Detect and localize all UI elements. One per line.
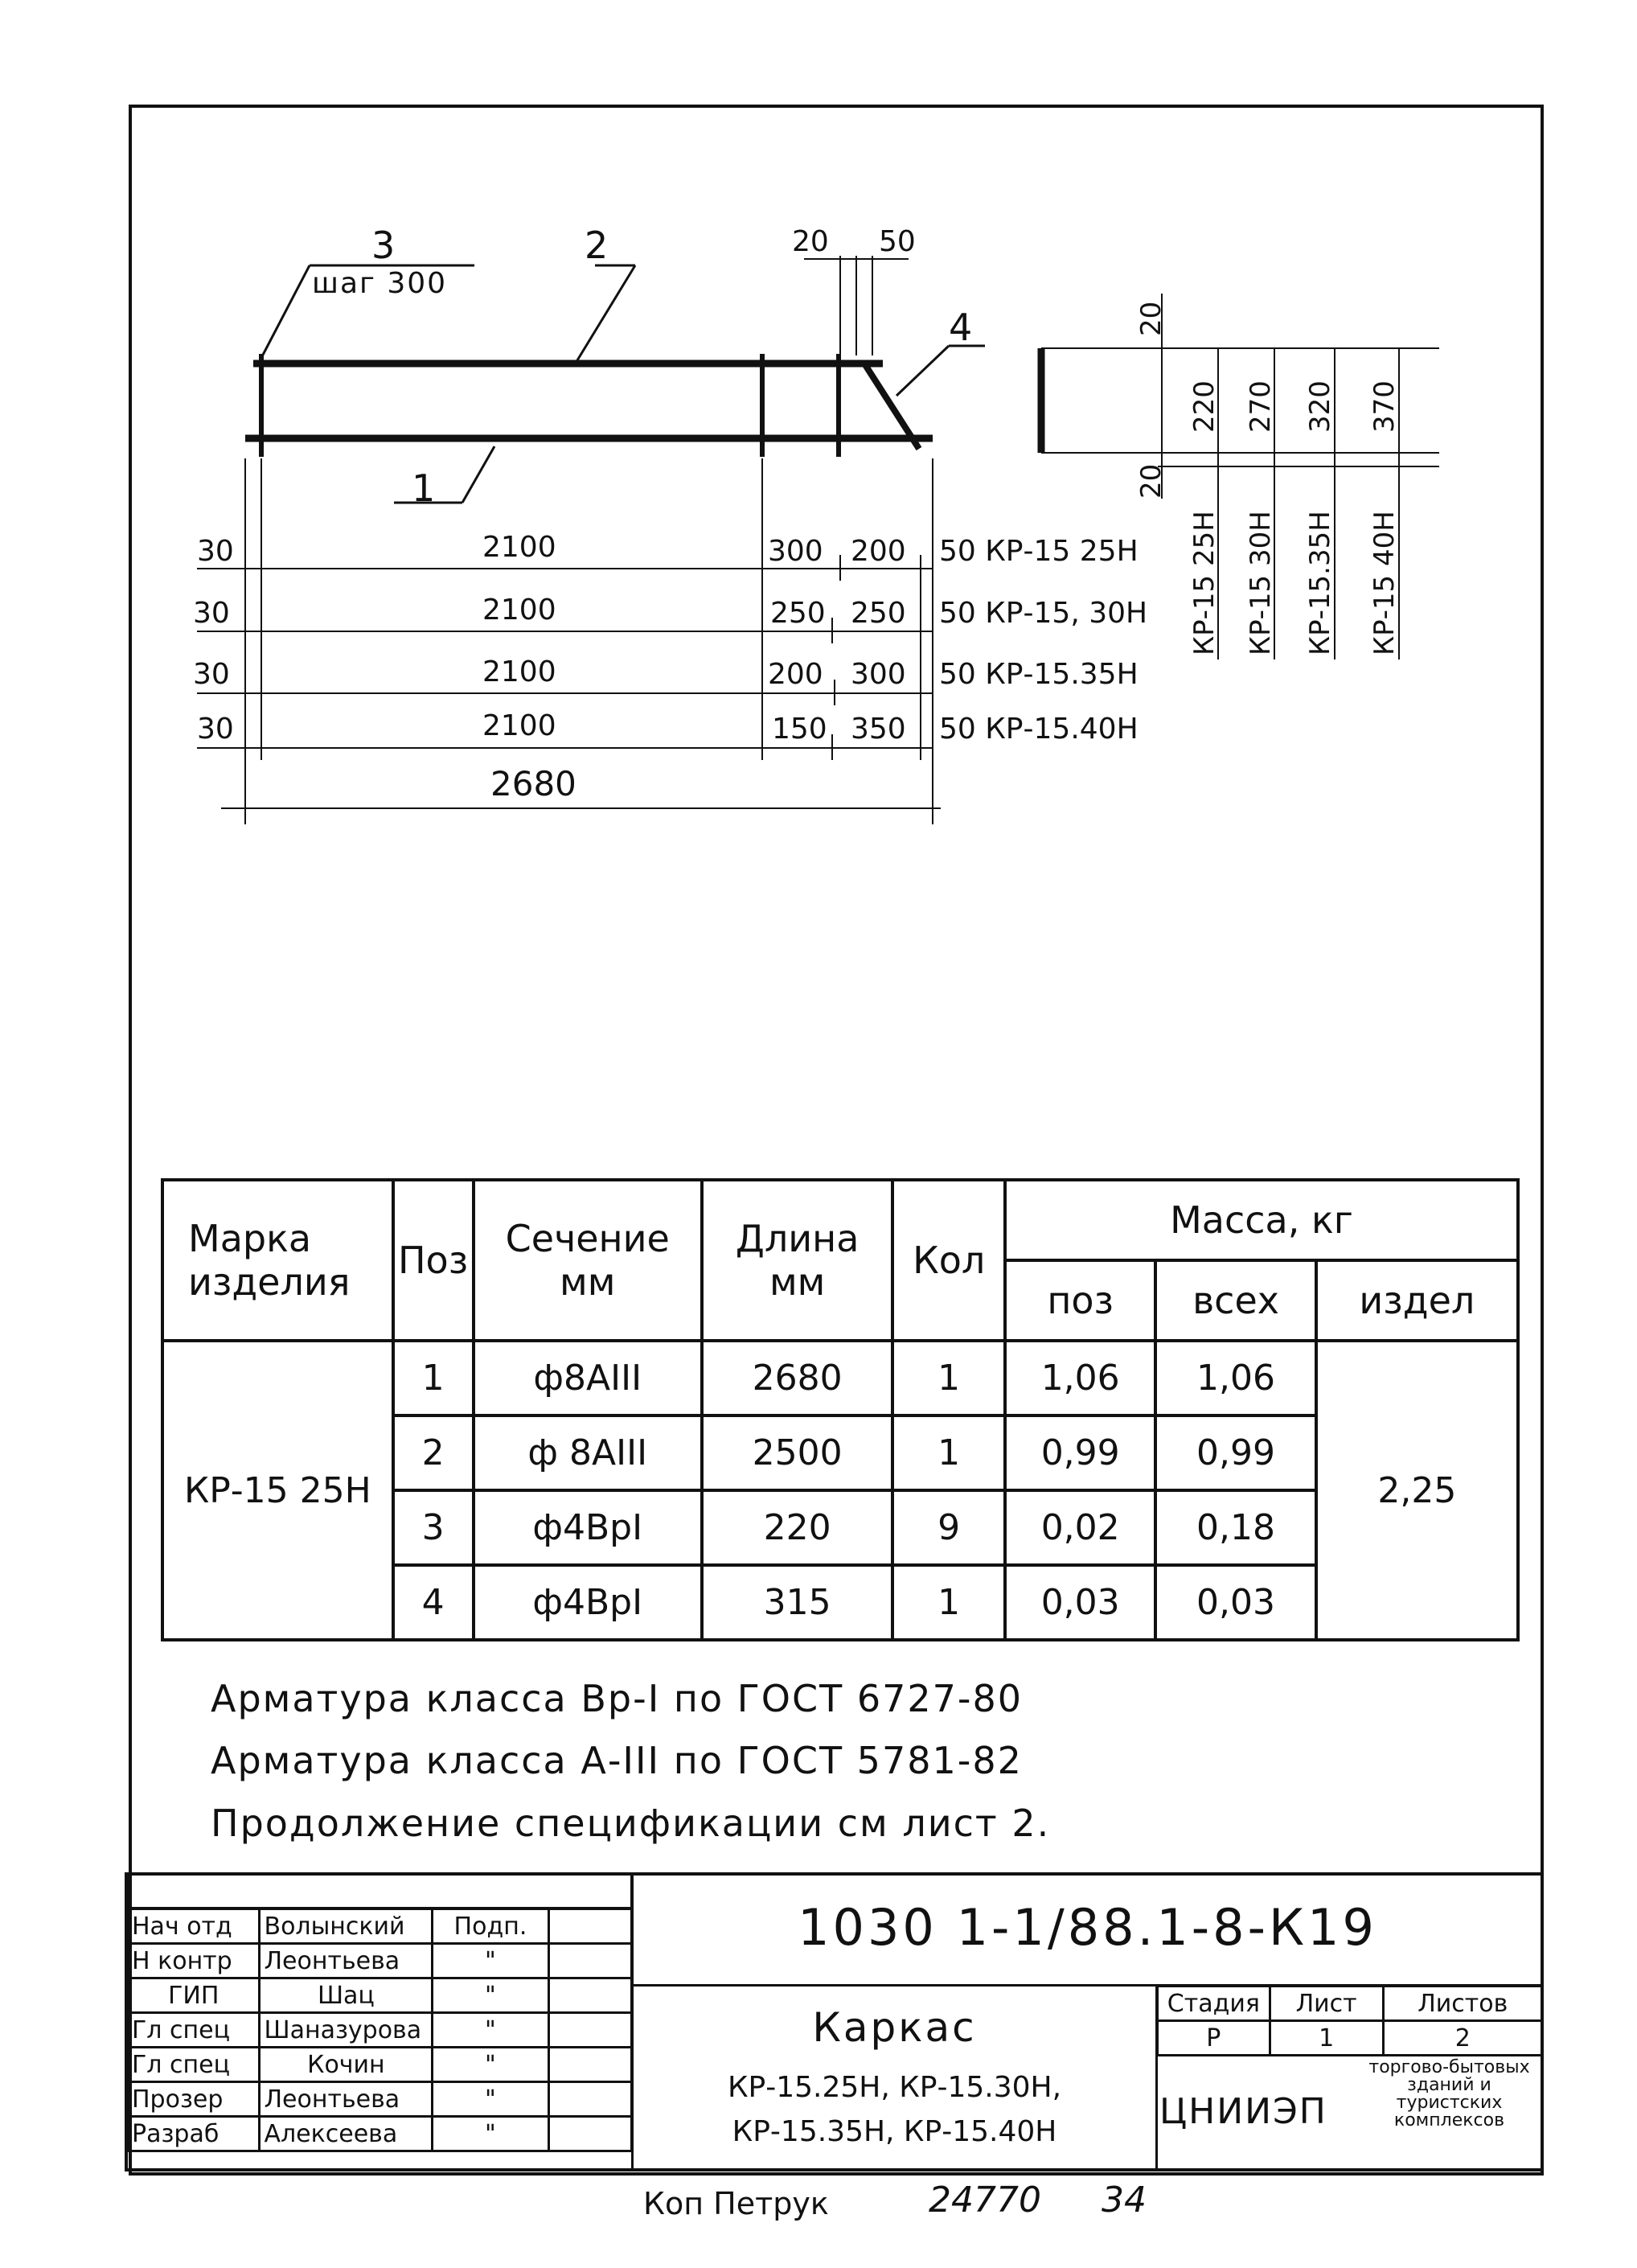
- cell-pos: 3: [393, 1490, 474, 1565]
- section-bottom-gap: 20: [1135, 463, 1167, 499]
- cell-mass-item: 2,25: [1316, 1341, 1518, 1640]
- cell-length: 2680: [702, 1341, 892, 1415]
- dim-main: 2100: [482, 531, 556, 564]
- role: Разраб: [128, 2117, 260, 2151]
- cell-qty: 1: [892, 1415, 1005, 1490]
- role: ГИП: [128, 1978, 260, 2013]
- signature-row: [128, 1909, 632, 1944]
- section-mark: КР-15 30Н: [1245, 511, 1277, 655]
- total-length: 2680: [490, 764, 576, 803]
- dim-b: 200: [851, 535, 906, 568]
- cell-section: ф8АIII: [474, 1341, 702, 1415]
- dim-b: 250: [851, 597, 906, 630]
- role: Гл спец: [128, 2013, 260, 2048]
- header-length: Длина мм: [702, 1180, 892, 1341]
- drawing-subtitle: КР-15.35Н, КР-15.40Н: [732, 2115, 1057, 2148]
- specification-table: [161, 1178, 1520, 1641]
- dim-a: 300: [768, 535, 823, 568]
- sheets-label: Листов: [1383, 1987, 1542, 2021]
- role: Н контр: [128, 1944, 260, 1978]
- cell-mark: КР-15 25Н: [162, 1341, 393, 1640]
- cell-section: ф4ВрI: [474, 1490, 702, 1565]
- dim-left: 30: [197, 713, 234, 746]
- dim-a: 250: [770, 597, 826, 630]
- dim-a: 150: [772, 713, 827, 746]
- signature: ": [433, 2082, 548, 2117]
- name: Алексеева: [260, 2117, 433, 2151]
- section-height: 320: [1304, 380, 1336, 433]
- cell-mass-all: 0,03: [1155, 1565, 1315, 1640]
- cell-mass-all: 0,18: [1155, 1490, 1315, 1565]
- callout-pos1: 1: [412, 466, 436, 510]
- section-mark: КР-15 40Н: [1368, 511, 1401, 655]
- name: Леонтьева: [260, 2082, 433, 2117]
- callout-pos3: 3: [371, 224, 396, 267]
- header-mass: Масса, кг: [1005, 1180, 1518, 1260]
- name: Волынский: [260, 1909, 433, 1944]
- section-height: 270: [1245, 380, 1277, 433]
- header-section: Сечение мм: [474, 1180, 702, 1341]
- dim-main: 2100: [482, 655, 556, 688]
- signature: ": [433, 2013, 548, 2048]
- cell-qty: 9: [892, 1490, 1005, 1565]
- dim-right: 50 КР-15.40Н: [939, 713, 1139, 746]
- signature-row: [128, 2082, 632, 2117]
- dim-left: 30: [193, 658, 230, 691]
- cell-pos: 4: [393, 1565, 474, 1640]
- organization: ЦНИИЭП: [1159, 2091, 1327, 2132]
- signature: ": [433, 2048, 548, 2082]
- signature: ": [433, 1978, 548, 2013]
- copied-by: Коп Петрук: [643, 2186, 829, 2221]
- signature-row: [128, 1944, 632, 1978]
- header-mass-item: издел: [1316, 1260, 1518, 1341]
- signature-row: [128, 2048, 632, 2082]
- dim-right: 50 КР-15.35Н: [939, 658, 1139, 691]
- section-mark: КР-15.35Н: [1304, 511, 1336, 655]
- header-mass-all: всех: [1155, 1260, 1315, 1341]
- stage-value: Р: [1158, 2021, 1270, 2056]
- callout-step: шаг 300: [312, 267, 448, 300]
- document-code: 1030 1-1/88.1-8-К19: [798, 1898, 1377, 1957]
- note-line: Арматура класса А-III по ГОСТ 5781-82: [211, 1739, 1023, 1782]
- dim-right: 50 КР-15 25Н: [939, 535, 1139, 568]
- archive-sheet: 34: [1102, 2180, 1147, 2221]
- cell-length: 315: [702, 1565, 892, 1640]
- cell-length: 220: [702, 1490, 892, 1565]
- dim-a: 200: [768, 658, 823, 691]
- signature: ": [433, 1944, 548, 1978]
- dim-main: 2100: [482, 594, 556, 627]
- note-line: Арматура класса Вр-I по ГОСТ 6727-80: [211, 1677, 1024, 1720]
- cell-mass-pos: 1,06: [1005, 1341, 1155, 1415]
- stage-table: [1156, 1985, 1544, 2056]
- stage-label: Стадия: [1158, 1987, 1270, 2021]
- signature-row: [128, 2117, 632, 2151]
- cell-qty: 1: [892, 1565, 1005, 1640]
- header-pos: Поз: [393, 1180, 474, 1341]
- callout-pos2: 2: [585, 224, 609, 267]
- dim-main: 2100: [482, 709, 556, 742]
- cell-mass-all: 1,06: [1155, 1341, 1315, 1415]
- header-mass-pos: поз: [1005, 1260, 1155, 1341]
- cell-length: 2500: [702, 1415, 892, 1490]
- cell-qty: 1: [892, 1341, 1005, 1415]
- cell-mass-pos: 0,03: [1005, 1565, 1155, 1640]
- name: Леонтьева: [260, 1944, 433, 1978]
- callout-pos4: 4: [949, 306, 973, 349]
- section-mark: КР-15 25Н: [1188, 511, 1221, 655]
- title-block-people: [126, 1908, 633, 2152]
- section-height: 370: [1368, 380, 1401, 433]
- header-mark: Марка изделия: [162, 1180, 393, 1341]
- cell-mass-pos: 0,99: [1005, 1415, 1155, 1490]
- cell-mass-pos: 0,02: [1005, 1490, 1155, 1565]
- dim-right: 50 КР-15, 30Н: [939, 597, 1148, 630]
- signature-row: [128, 2013, 632, 2048]
- title-block-header-cells: [126, 1874, 633, 1909]
- cell-pos: 2: [393, 1415, 474, 1490]
- dim-left: 30: [197, 535, 234, 568]
- signature: ": [433, 2117, 548, 2151]
- header-qty: Кол: [892, 1180, 1005, 1341]
- dim-b: 350: [851, 713, 906, 746]
- note-line: Продолжение спецификации см лист 2.: [211, 1802, 1051, 1845]
- name: Шаназурова: [260, 2013, 433, 2048]
- top-dim-a: 20: [792, 225, 829, 258]
- organization-note: торгово-бытовых зданий и туристских комплексов: [1368, 2057, 1530, 2130]
- drawing-subtitle: КР-15.25Н, КР-15.30Н,: [727, 2071, 1062, 2104]
- section-height: 220: [1188, 380, 1221, 433]
- dim-left: 30: [193, 597, 230, 630]
- signature-row: [128, 1978, 632, 2013]
- role: Нач отд: [128, 1909, 260, 1944]
- role: Гл спец: [128, 2048, 260, 2082]
- cell-pos: 1: [393, 1341, 474, 1415]
- top-dim-b: 50: [879, 225, 916, 258]
- dim-b: 300: [851, 658, 906, 691]
- signature: Подп.: [433, 1909, 548, 1944]
- cell-section: ф4ВрI: [474, 1565, 702, 1640]
- role: Прозер: [128, 2082, 260, 2117]
- cell-section: ф 8АIII: [474, 1415, 702, 1490]
- sheet-value: 1: [1270, 2021, 1383, 2056]
- section-top-gap: 20: [1135, 301, 1167, 336]
- name: Шац: [260, 1978, 433, 2013]
- sheet-label: Лист: [1270, 1987, 1383, 2021]
- name: Кочин: [260, 2048, 433, 2082]
- archive-number: 24770: [929, 2180, 1041, 2221]
- table-row: [162, 1341, 1518, 1415]
- drawing-title: Каркас: [812, 2004, 977, 2051]
- sheets-value: 2: [1383, 2021, 1542, 2056]
- cell-mass-all: 0,99: [1155, 1415, 1315, 1490]
